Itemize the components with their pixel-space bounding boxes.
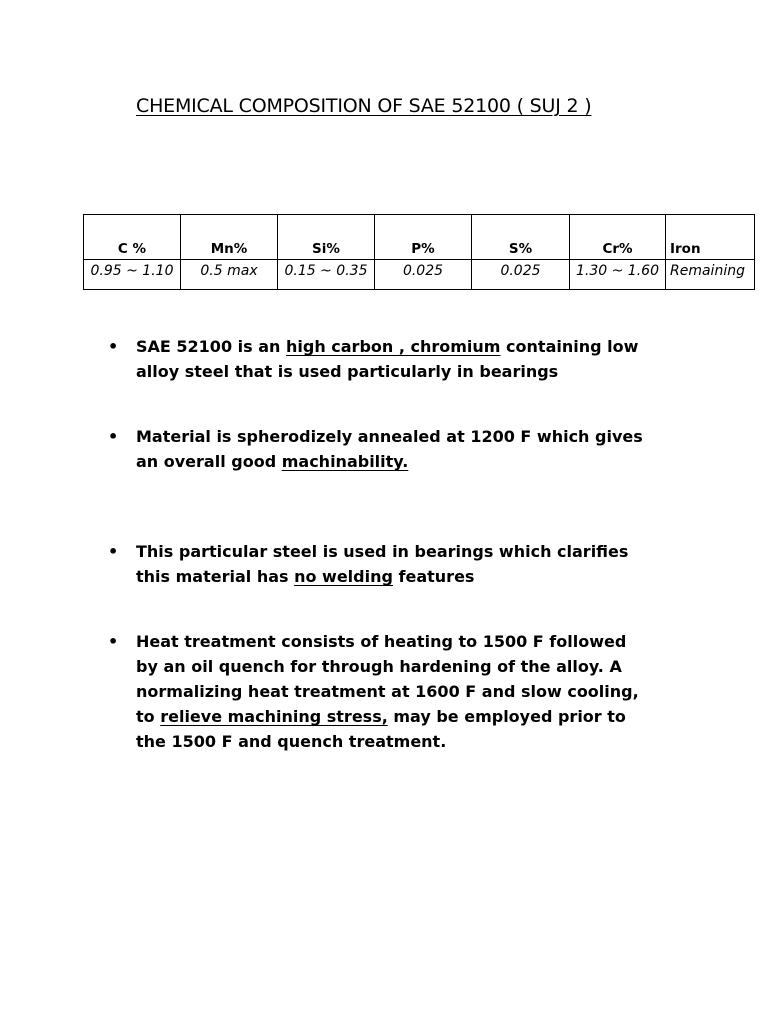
- bullet-line: Material is spherodizely annealed at 1200 F which gives: [136, 427, 643, 446]
- text-run: features: [392, 567, 475, 586]
- bullet-text: [136, 539, 696, 589]
- value-c: 0.95 ~ 1.10: [84, 260, 181, 290]
- bullet-text: [136, 334, 696, 384]
- header-p: P%: [375, 215, 472, 260]
- bullet-symbol: •: [108, 542, 119, 561]
- bullet-text: [136, 629, 696, 754]
- bullet-line: This particular steel is used in bearings which clarifies: [136, 542, 629, 561]
- text-run: an overall good: [136, 452, 282, 471]
- bullet-line: by an oil quench for through hardening of the alloy. A: [136, 657, 622, 676]
- underlined-text: no welding: [294, 567, 393, 586]
- underlined-text: high carbon , chromium: [285, 337, 501, 356]
- header-s: S%: [472, 215, 570, 260]
- text-run: containing low: [500, 337, 639, 356]
- header-cr: Cr%: [570, 215, 666, 260]
- value-s: 0.025: [472, 260, 570, 290]
- value-si: 0.15 ~ 0.35: [278, 260, 375, 290]
- bullet-symbol: •: [108, 337, 119, 356]
- bullet-symbol: •: [108, 427, 119, 446]
- value-p: 0.025: [375, 260, 472, 290]
- bullet-line: alloy steel that is used particularly in bearings: [136, 362, 559, 381]
- value-iron: Remaining: [666, 260, 755, 290]
- page-title: CHEMICAL COMPOSITION OF SAE 52100 ( SUJ 2 ): [136, 95, 592, 117]
- text-run: this material has: [136, 567, 295, 586]
- text-run: SAE 52100 is an: [136, 337, 286, 356]
- header-mn: Mn%: [181, 215, 278, 260]
- bullet-line: the 1500 F and quench treatment.: [136, 732, 447, 751]
- bullet-line: [136, 449, 696, 474]
- bullet-symbol: •: [108, 632, 119, 651]
- value-cr: 1.30 ~ 1.60: [570, 260, 666, 290]
- bullet-text: [136, 424, 696, 474]
- bullet-line: Heat treatment consists of heating to 1500 F followed: [136, 632, 627, 651]
- bullet-line: normalizing heat treatment at 1600 F and slow cooling,: [136, 682, 639, 701]
- text-run: to: [136, 707, 161, 726]
- table-values-row: [84, 260, 755, 290]
- underlined-text: machinability.: [281, 452, 409, 471]
- bullet-line: [136, 704, 696, 729]
- text-run: may be employed prior to: [387, 707, 626, 726]
- header-iron: Iron: [666, 215, 755, 260]
- header-si: Si%: [278, 215, 375, 260]
- bullet-line: [136, 564, 696, 589]
- header-c: C %: [84, 215, 181, 260]
- composition-table: [83, 214, 755, 290]
- bullet-line: [136, 334, 696, 359]
- underlined-text: relieve machining stress,: [160, 707, 388, 726]
- table-header-row: [84, 215, 755, 260]
- value-mn: 0.5 max: [181, 260, 278, 290]
